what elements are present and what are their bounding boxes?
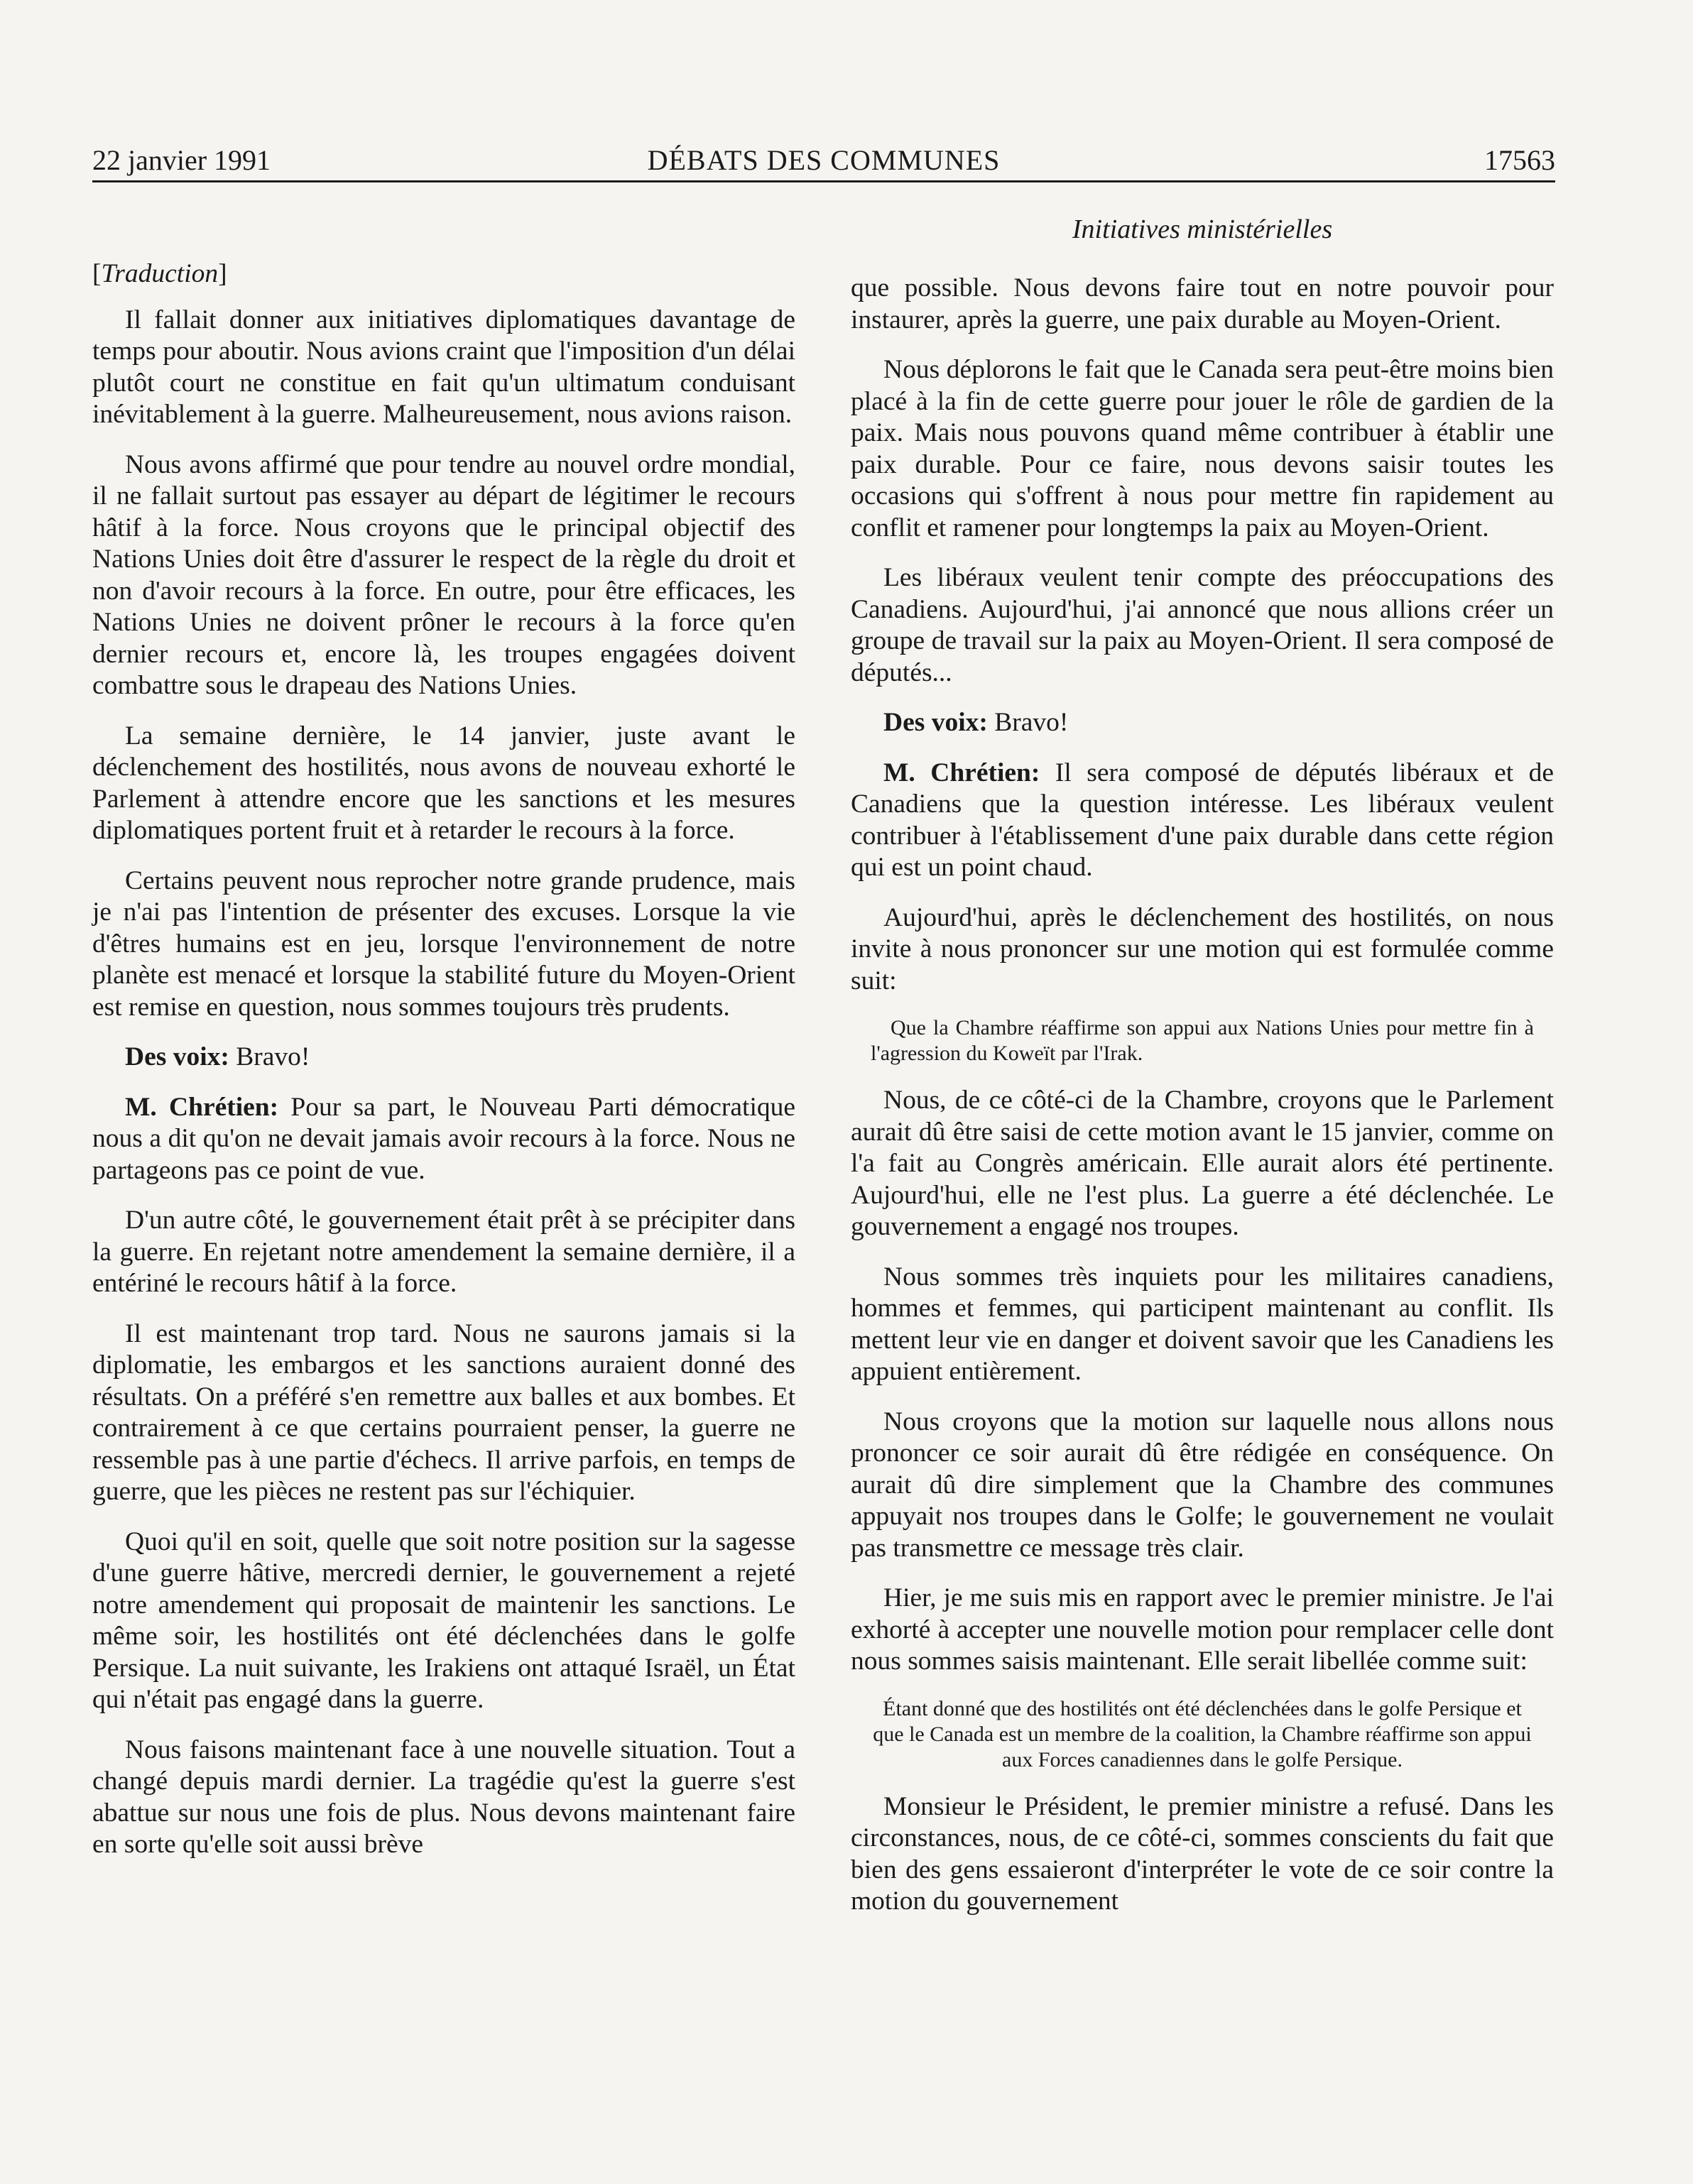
paragraph: La semaine dernière, le 14 janvier, juste avant le déclenchement des hostilités, nous avons de nouveau exhorté le Parlement à attendre encore que les sanctions et les mesures diplomatiques portent fruit et à retarder le recours à la force.: [92, 721, 795, 845]
header-title: DÉBATS DES COMMUNES: [647, 144, 1001, 176]
paragraph: Nous déplorons le fait que le Canada sera peut-être moins bien placé à la fin de cette guerre pour jouer le rôle de gardien de la paix. Mais nous pouvons quand même contribuer à établir une paix durable. Pour ce faire, nous devons saisir toutes les occasions qui s'offrent à nous pour mettre fin rapidement au conflit et ramener pour longtemps la paix au Moyen-Orient.: [851, 355, 1554, 542]
paragraph: Il fallait donner aux initiatives diplomatiques davantage de temps pour aboutir. Nous avions craint que l'imposition d'un délai plutôt court ne constitue en fait qu'un ultimatum conduisant inévitablement à la guerre. Malheureusement, nous avions raison.: [92, 305, 795, 429]
paragraph: Nous sommes très inquiets pour les militaires canadiens, hommes et femmes, qui participent maintenant au conflit. Ils mettent leur vie en danger et doivent savoir que les Canadiens les appuient entièrement.: [851, 1262, 1554, 1386]
paragraph: Quoi qu'il en soit, quelle que soit notre position sur la sagesse d'une guerre hâtive, mercredi dernier, le gouvernement a rejeté notre amendement qui proposait de maintenir les sanctions. Le même soir, les hostilités ont été déclenchées dans le golfe Persique. La nuit suivante, les Irakiens ont attaqué Israël, un État qui n'était pas engagé dans la guerre.: [92, 1527, 795, 1714]
traduction-label: Traduction: [101, 259, 219, 288]
interjection: [851, 707, 1554, 739]
paragraph: Certains peuvent nous reprocher notre grande prudence, mais je n'ai pas l'intention de présenter des excuses. Lorsque la vie d'êtres humains est en jeu, lorsque l'environnement de notre planète est menacé et lorsque la stabilité future du Moyen-Orient est remise en question, nous sommes toujours très prudents.: [92, 866, 795, 1022]
section-subheading: Initiatives ministérielles: [1072, 214, 1333, 244]
left-column: [92, 258, 795, 1879]
speaker-name: Des voix:: [883, 708, 988, 737]
speaker-name: M. Chrétien:: [125, 1092, 279, 1122]
paragraph: Monsieur le Président, le premier ministre a refusé. Dans les circonstances, nous, de ce côté-ci, sommes conscients du fait que bien des gens essaieront d'interpréter le vote de ce soir contre la motion du gouvernement: [851, 1791, 1554, 1916]
motion-quote: [851, 1015, 1554, 1066]
paragraph: Nous croyons que la motion sur laquelle nous allons nous prononcer ce soir aurait dû être rédigée en conséquence. On aurait dû dire simplement que la Chambre des communes appuyait nos troupes dans le Golfe; le gouvernement ne voulait pas transmettre ce message très clair.: [851, 1407, 1554, 1563]
speech-paragraph: [92, 1092, 795, 1187]
speaker-name: Des voix:: [125, 1042, 229, 1071]
page-header: [92, 139, 1555, 182]
header-page-number: 17563: [1484, 144, 1555, 176]
speech-text: Bravo!: [994, 708, 1069, 737]
paragraph: que possible. Nous devons faire tout en notre pouvoir pour instaurer, après la guerre, une paix durable au Moyen-Orient.: [851, 273, 1554, 334]
paragraph: Les libéraux veulent tenir compte des préoccupations des Canadiens. Aujourd'hui, j'ai annoncé que nous allions créer un groupe de travail sur la paix au Moyen-Orient. Il sera composé de députés...: [851, 563, 1554, 687]
interjection: [92, 1042, 795, 1074]
right-column: [851, 273, 1554, 1936]
paragraph: D'un autre côté, le gouvernement était prêt à se précipiter dans la guerre. En rejetant notre amendement la semaine dernière, il a entériné le recours hâtif à la force.: [92, 1206, 795, 1298]
paragraph: Il est maintenant trop tard. Nous ne saurons jamais si la diplomatie, les embargos et les sanctions auraient donné des résultats. On a préféré s'en remettre aux balles et aux bombes. Et contrairement à ce que certains pourraient penser, la guerre ne ressemble pas à une partie d'échecs. Il arrive parfois, en temps de guerre, que les pièces ne restent pas sur l'échiquier.: [92, 1318, 795, 1506]
traduction-note: [Traduction]: [92, 259, 227, 288]
proposed-motion-quote-text: Étant donné que des hostilités ont été déclenchées dans le golfe Persique et que le Canada est un membre de la coalition, la Chambre réaffirme son appui aux Forces canadiennes dans le golfe Persique.: [873, 1696, 1532, 1771]
speaker-name: M. Chrétien:: [883, 758, 1040, 787]
speech-text: Bravo!: [236, 1042, 310, 1071]
speech-paragraph: [851, 758, 1554, 884]
header-rule: [92, 180, 1555, 182]
speech-text: Pour sa part, le Nouveau Parti démocratique nous a dit qu'on ne devait jamais avoir recours à la force. Nous ne partageons pas ce point de vue.: [92, 1092, 796, 1185]
paragraph: Nous, de ce côté-ci de la Chambre, croyons que le Parlement aurait dû être saisi de cette motion avant le 15 janvier, comme on l'a fait au Congrès américain. Elle aurait alors été pertinente. Aujourd'hui, elle ne l'est plus. La guerre a été déclenchée. Le gouvernement a engagé nos troupes.: [851, 1086, 1554, 1241]
paragraph: Nous avons affirmé que pour tendre au nouvel ordre mondial, il ne fallait surtout pas essayer au départ de légitimer le recours hâtif à la force. Nous croyons que le principal objectif des Nations Unies doit être d'assurer le respect de la règle du droit et non d'avoir recours à la force. En outre, pour être efficaces, les Nations Unies ne doivent prôner le recours à la force qu'en dernier recours et, encore là, les troupes engagées doivent combattre sous le drapeau des Nations Unies.: [92, 449, 795, 700]
paragraph: Nous faisons maintenant face à une nouvelle situation. Tout a changé depuis mardi dernier. La tragédie qu'est la guerre s'est abattue sur nous une fois de plus. Nous devons maintenant faire en sorte qu'elle soit aussi brève: [92, 1735, 795, 1859]
header-date: 22 janvier 1991: [92, 144, 271, 176]
paragraph: Aujourd'hui, après le déclenchement des hostilités, on nous invite à nous prononcer sur une motion qui est formulée comme suit:: [851, 902, 1554, 995]
paragraph: Hier, je me suis mis en rapport avec le premier ministre. Je l'ai exhorté à accepter une nouvelle motion pour remplacer celle dont nous sommes saisis maintenant. Elle serait libellée comme suit:: [851, 1583, 1554, 1676]
motion-quote-text: Que la Chambre réaffirme son appui aux Nations Unies pour mettre fin à l'agression du Koweït par l'Irak.: [871, 1016, 1534, 1065]
proposed-motion-quote: [851, 1696, 1554, 1773]
speech-text: Il sera composé de députés libéraux et de Canadiens que la question intéresse. Les libéraux veulent contribuer à l'établissement d'une paix durable dans cette région qui est un point chaud.: [851, 758, 1555, 882]
